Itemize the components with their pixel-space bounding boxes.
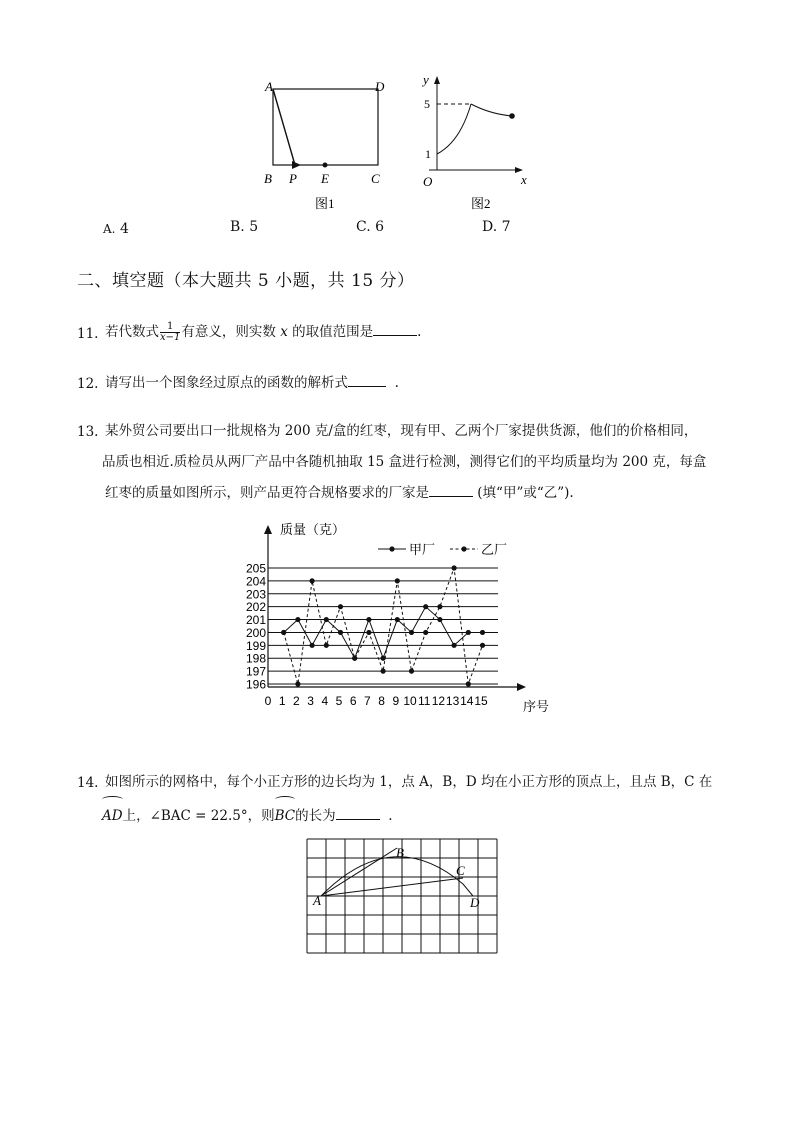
data-point (324, 617, 329, 622)
q13-number: 13. (77, 424, 99, 440)
fig2-caption: 图2 (471, 196, 491, 211)
origin-label: O (423, 174, 433, 189)
data-point (423, 604, 428, 609)
rectangle-abcd (273, 89, 378, 165)
option-d: D. 7 (482, 219, 511, 235)
label-d: D (375, 79, 385, 94)
x-tick-label: 6 (349, 694, 357, 708)
grid-figure (300, 835, 500, 955)
data-point (466, 630, 471, 635)
data-point (395, 617, 400, 622)
y-tick-label: 201 (245, 613, 266, 628)
figure-2 (415, 72, 535, 215)
arc-ad-curve (321, 857, 473, 896)
legend-dot (389, 546, 394, 551)
data-point (295, 617, 300, 622)
option-a: A. 4 (103, 221, 129, 237)
legend-label: 乙厂 (481, 542, 508, 557)
legend-label: 甲厂 (409, 542, 436, 557)
label-p: P (289, 171, 297, 186)
option-c: C. 6 (356, 219, 385, 235)
data-point (452, 643, 457, 648)
fig1-caption: 图1 (315, 196, 335, 211)
data-point (310, 578, 315, 583)
x-tick-label: 2 (293, 694, 300, 708)
data-point (324, 643, 329, 648)
chart-xlabel: 序号 (523, 699, 550, 714)
y-tick-label: 204 (245, 574, 266, 589)
x-tick-label: 7 (364, 694, 371, 708)
tick-5: 5 (424, 97, 430, 111)
x-tick-label: 8 (378, 694, 385, 708)
q13-text: 某外贸公司要出口一批规格为 200 克/盒的红枣，现有甲、乙两个厂家提供货源，他们的价格相同， 品质也相近.质检员从两厂产品中各随机抽取 15 盒进行检测，测得它们的平均质量均为 200 克，每盒 红枣的质量如图所示，则产品更符合规格要求的厂家是 (填“甲”或“乙”). (102, 423, 707, 501)
x-tick-label: 15 (474, 694, 488, 708)
chart-y-ticks (246, 562, 266, 692)
y-label: y (423, 72, 429, 87)
y-tick-label: 198 (245, 651, 266, 666)
q11-number: 11. (77, 326, 99, 342)
data-point (423, 630, 428, 635)
answer-blank[interactable] (336, 807, 380, 820)
data-point (409, 669, 414, 674)
data-point (295, 681, 300, 686)
data-point (310, 643, 315, 648)
series-line-dashed (284, 568, 483, 684)
segment-ac (321, 878, 463, 896)
data-point (480, 630, 485, 635)
y-tick-label: 205 (245, 561, 266, 576)
legend-dot (461, 546, 466, 551)
q12-text: 请写出一个图象经过原点的函数的解析式 . (105, 375, 399, 391)
data-point (338, 604, 343, 609)
endpoint (509, 113, 515, 119)
data-point (437, 617, 442, 622)
chart-legend (378, 542, 507, 557)
arc-bc: BC (275, 798, 296, 832)
data-point (452, 565, 457, 570)
x-tick-label: 12 (431, 694, 446, 708)
figure-1 (255, 75, 390, 215)
data-point (352, 656, 357, 661)
data-point (395, 578, 400, 583)
x-tick-label: 4 (321, 694, 329, 708)
data-point (466, 681, 471, 686)
answer-blank[interactable] (348, 374, 386, 387)
fraction: $\frac{1}{x-1}$ (160, 321, 181, 343)
q14-text: 如图所示的网格中，每个小正方形的边长均为 1，点 A，B，D 均在小正方形的顶点上，且点 B，C 在 AD上，∠BAC = 22.5°，则BC的长为 . (105, 767, 745, 832)
data-point (281, 630, 286, 635)
answer-blank[interactable] (429, 484, 473, 497)
chart-x-ticks (265, 694, 488, 708)
y-tick-label: 200 (245, 625, 266, 640)
q14-number: 14. (77, 775, 99, 791)
tick-1: 1 (425, 147, 431, 161)
curve-falling (471, 104, 512, 116)
x-tick-label: 14 (460, 694, 474, 708)
x-tick-label: 3 (307, 694, 314, 708)
data-point (366, 617, 371, 622)
chart-grid (268, 568, 498, 684)
y-tick-label: 197 (245, 664, 266, 679)
mass-chart (230, 515, 565, 720)
point-e (323, 163, 328, 168)
x-tick-label: 9 (392, 694, 400, 708)
y-tick-label: 199 (245, 638, 266, 653)
x-tick-label: 0 (264, 694, 272, 708)
data-point (338, 630, 343, 635)
section-title: 二、填空题（本大题共 5 小题，共 15 分） (77, 271, 415, 291)
x-arrow-icon (517, 683, 526, 691)
grid-label-b: B (396, 845, 404, 860)
grid-label-c: C (456, 863, 465, 878)
label-e: E (321, 171, 329, 186)
x-tick-label: 11 (417, 694, 431, 708)
segment-ab (321, 848, 397, 896)
arrow-head-icon (292, 161, 301, 169)
chart-series (281, 565, 485, 686)
data-point (437, 604, 442, 609)
x-tick-label: 5 (335, 694, 343, 708)
label-a: A (265, 79, 273, 94)
y-arrow-icon (434, 76, 440, 84)
y-tick-label: 196 (245, 677, 266, 692)
arc-ad: AD (102, 798, 123, 832)
option-b: B. 5 (230, 219, 259, 235)
chart-ylabel: 质量（克） (280, 522, 346, 537)
data-point (381, 669, 386, 674)
x-label: x (521, 172, 527, 187)
y-arrow-icon (264, 525, 272, 534)
q12-number: 12. (77, 376, 99, 392)
segment-ap (273, 89, 295, 165)
data-point (366, 630, 371, 635)
x-tick-label: 13 (445, 694, 460, 708)
grid-label-a: A (313, 893, 321, 908)
y-tick-label: 202 (245, 600, 266, 615)
answer-blank[interactable] (373, 323, 417, 336)
data-point (480, 643, 485, 648)
label-b: B (264, 171, 272, 186)
label-c: C (371, 171, 380, 186)
x-tick-label: 10 (403, 694, 417, 708)
y-tick-label: 203 (245, 587, 266, 602)
data-point (409, 630, 414, 635)
q11-text: 若代数式 $\frac{1}{x-1}$ 有意义，则实数 x 的取值范围是 . (105, 321, 422, 343)
x-tick-label: 1 (278, 694, 286, 708)
grid-label-d: D (470, 895, 480, 910)
curve-rising (437, 104, 471, 154)
